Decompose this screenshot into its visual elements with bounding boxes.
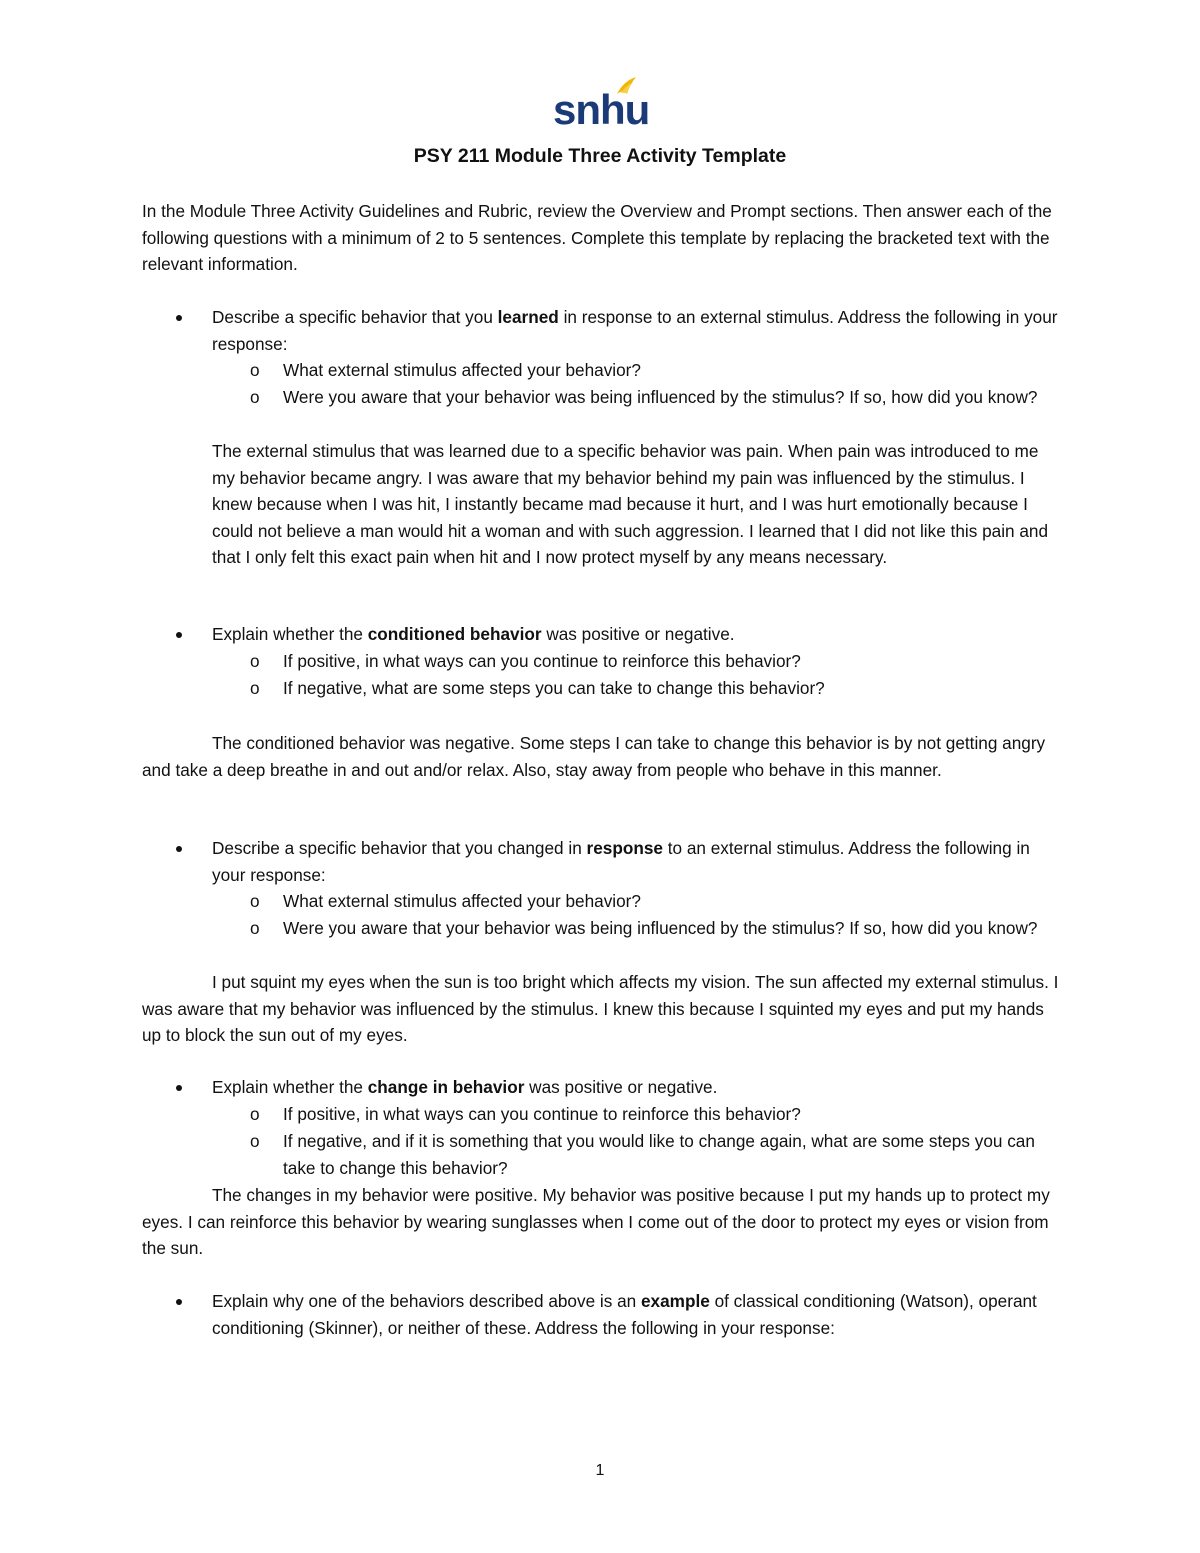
question-1-text: Describe a specific behavior that you learned in response to an external stimulus. Address the following in your response: xyxy=(212,307,1058,354)
bullet-icon xyxy=(176,1085,182,1091)
sub-bullet-icon: o xyxy=(250,651,260,671)
answer-2: The conditioned behavior was negative. Some steps I can take to change this behavior is by not getting angry and take a deep breathe in and out and/or relax. Also, stay away from people who behave in this manner. xyxy=(142,733,1046,780)
question-3-text: Describe a specific behavior that you changed in response to an external stimulus. Address the following in your response: xyxy=(212,838,1030,885)
answer-1: The external stimulus that was learned due to a specific behavior was pain. When pain was introduced to me my behavior became angry. I was aware that my behavior behind my pain was influenced by the stimulus. I knew because when I was hit, I instantly became mad because it hurt, and I was hurt emotionally because I could not believe a man would hit a woman and with such aggression. I learned that I did not like this pain and that I only felt this exact pain when hit and I now protect myself by any means necessary. xyxy=(212,441,1049,568)
page-title: PSY 211 Module Three Activity Template xyxy=(413,145,787,167)
intro-paragraph: In the Module Three Activity Guidelines and Rubric, review the Overview and Prompt sections. Then answer each of the following questions with a minimum of 2 to 5 sentences. Complete this template by replacing the bracketed text with the relevant information. xyxy=(142,201,1052,275)
snhu-logo xyxy=(553,76,650,134)
sub-bullet-icon: o xyxy=(250,918,260,938)
answer-4: The changes in my behavior were positive. My behavior was positive because I put my hands up to protect my eyes. I can reinforce this behavior by wearing sunglasses when I come out of the door to protect my eyes or vision from the sun. xyxy=(142,1185,1050,1259)
sub-bullet-icon: o xyxy=(250,387,260,407)
sub-bullet-icon: o xyxy=(250,1104,260,1124)
page-number: 1 xyxy=(595,1462,605,1479)
bullet-icon xyxy=(176,632,182,638)
answer-3: I put squint my eyes when the sun is too bright which affects my vision. The sun affected my external stimulus. I was aware that my behavior was influenced by the stimulus. I knew this because I squinted my eyes and put my hands up to block the sun out of my eyes. xyxy=(142,972,1059,1046)
bullet-icon xyxy=(176,846,182,852)
logo-wordmark: snhu xyxy=(553,86,650,133)
question-2-text: Explain whether the conditioned behavior was positive or negative. xyxy=(212,624,735,644)
bullet-icon xyxy=(176,315,182,321)
sub-bullet-icon: o xyxy=(250,360,260,380)
document-page: snhu PSY 211 Module Three Activity Template In the Module Three Activity Guidelines and Rubric, review the Overview and Prompt sections. Then answer each of the following questions with a minimum of 2 to 5 sentences. Complete this template by replacing the bracketed text with the relevant information. Describe a specific behavior that you learned in response to an external stimulus. Address the following in your response: o What external stimulus affected your behavior? o Were you aware that your behavior was being influenced by the stimulus? If so, how did you know? The external stimulus that was learned due to a specific behavior was pain. When pain was introduced to me my behavior became angry. I was aware that my behavior behind my pain was influenced by the stimulus. I knew because when I was hit, I instantly became mad because it hurt, and I was hurt emotionally because I could not believe a man would hit a woman and with such aggression. I learned that I did not like this pain and that I only felt this exact pain when hit and I now protect myself by any means necessary. Explain whether the conditioned behavior was positive or negative. o If positive, in what ways can you continue to reinforce this behavior? o If negative, what are some steps you can take to change this behavior? The conditioned behavior was negative. Some steps I can take to change this behavior is by not getting angry and take a deep breathe in and out and/or relax. Also, stay away from people who behave in this manner. Describe a specific behavior that you changed in response to an external stimulus. Address the following in your response: o What external stimulus affected your behavior? o Were you aware that your behavior was being influenced by the stimulus? If so, how did you know? I put squint my eyes when the sun is too bright which affects my vision. The sun affected my external stimulus. I was aware that my behavior was influenced by the stimulus. I knew this because I squinted my eyes and put my hands up to block the sun out of my eyes. Explain whether the change in behavior was positive or negative. o If positive, in what ways can you continue to reinforce this behavior? o If negative, and if it is something that you would like to change again, what are some steps you can take to change this behavior? The changes in my behavior were positive. My behavior was positive because I put my hands up to protect my eyes. I can reinforce this behavior by wearing sunglasses when I come out of the door to protect my eyes or vision from the sun. Explain why one of the behaviors described above is an example of classical conditioning (Watson), operant conditioning (Skinner), or neither of these. Address the following in your response: 1 xyxy=(0,0,1200,1553)
sub-bullet-icon: o xyxy=(250,891,260,911)
question-4-text: Explain whether the change in behavior was positive or negative. xyxy=(212,1077,718,1097)
question-1 xyxy=(142,304,1062,358)
question-5-text: Explain why one of the behaviors described above is an example of classical conditioning (Watson), operant conditioning (Skinner), or neither of these. Address the following in your response: xyxy=(212,1291,1037,1338)
sub-bullet-icon: o xyxy=(250,1131,260,1151)
sub-bullet-icon: o xyxy=(250,678,260,698)
bullet-icon xyxy=(176,1299,182,1305)
